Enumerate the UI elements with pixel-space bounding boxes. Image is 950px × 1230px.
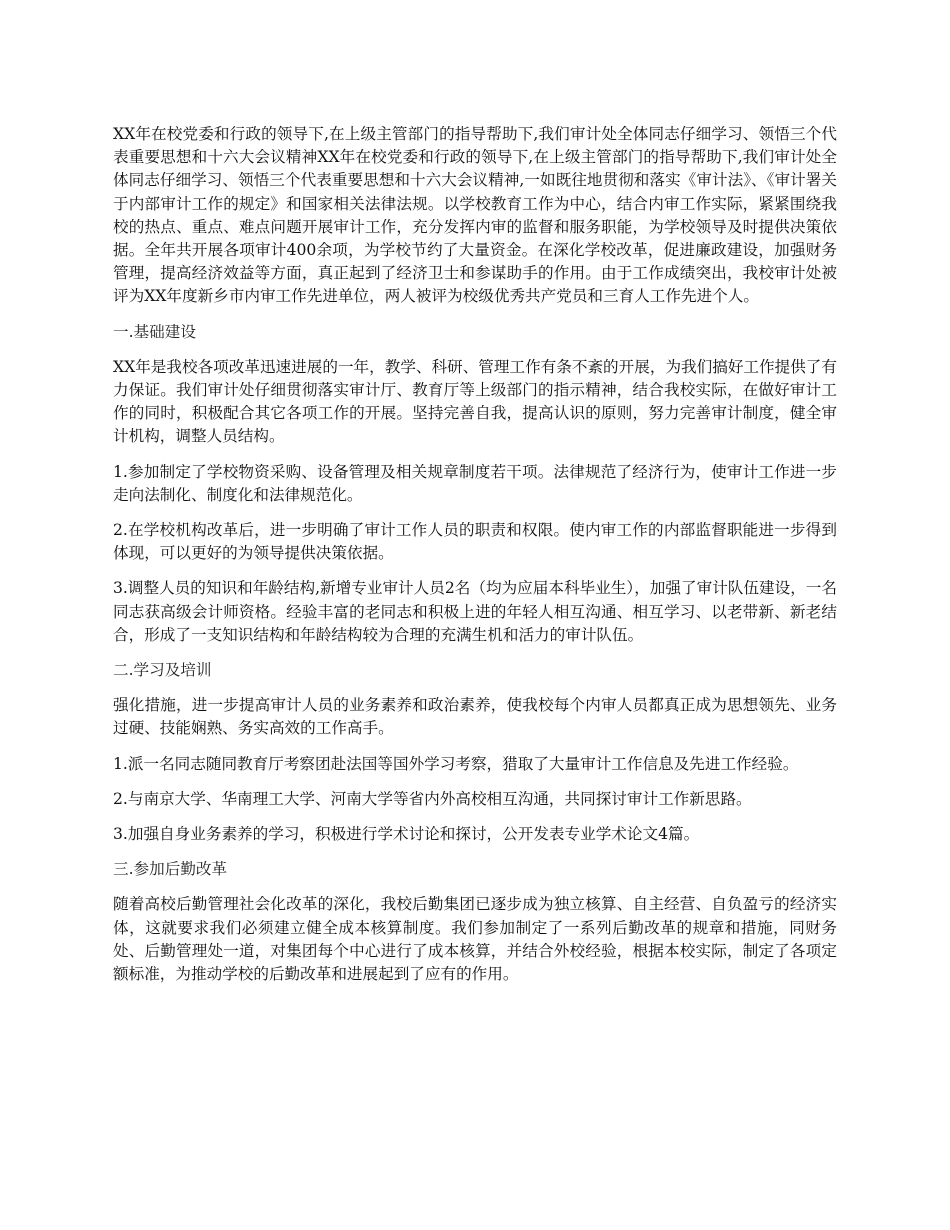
section-2-intro-paragraph: 强化措施，进一步提高审计人员的业务素养和政治素养，使我校每个内审人员都真正成为思想领先、业务过硬、技能娴熟、务实高效的工作高手。 — [113, 696, 837, 738]
document-body — [113, 123, 837, 998]
section-heading-infrastructure: 一.基础建设 — [113, 322, 196, 341]
section-1-item-1: 1.参加制定了学校物资采购、设备管理及相关规章制度若干项。法律规范了经济行为，使审计工作进一步走向法制化、制度化和法律规范化。 — [113, 462, 837, 504]
section-heading-training: 二.学习及培训 — [113, 661, 212, 680]
section-3-paragraph: 随着高校后勤管理社会化改革的深化，我校后勤集团已逐步成为独立核算、自主经营、自负盈亏的经济实体，这就要求我们必须建立健全成本核算制度。我们参加制定了一系列后勤改革的规章和措施，同财务处、后勤管理处一道，对集团每个中心进行了成本核算，并结合外校经验，根据本校实际，制定了各项定额标准，为推动学校的后勤改革和进展起到了应有的作用。 — [113, 895, 837, 984]
section-2-item-2: 2.与南京大学、华南理工大学、河南大学等省内外高校相互沟通，共同探讨审计工作新思路。 — [113, 789, 752, 808]
section-1-intro-paragraph: XX年是我校各项改革迅速进展的一年，教学、科研、管理工作有条不紊的开展，为我们搞好工作提供了有力保证。我们审计处仔细贯彻落实审计厅、教育厅等上级部门的指示精神，结合我校实际，在做好审计工作的同时，积极配合其它各项工作的开展。坚持完善自我，提高认识的原则，努力完善审计制度，健全审计机构，调整人员结构。 — [113, 357, 837, 446]
section-1-item-3: 3.调整人员的知识和年龄结构,新增专业审计人员2名（均为应届本科毕业生），加强了审计队伍建设，一名同志获高级会计师资格。经验丰富的老同志和积极上进的年轻人相互沟通、相互学习、以老带新、新老结合，形成了一支知识结构和年龄结构较为合理的充满生机和活力的审计队伍。 — [113, 579, 837, 644]
section-1-item-2: 2.在学校机构改革后，进一步明确了审计工作人员的职责和权限。使内审工作的内部监督职能进一步得到体现，可以更好的为领导提供决策依据。 — [113, 521, 837, 563]
section-2-item-3: 3.加强自身业务素养的学习，积极进行学术讨论和探讨，公开发表专业学术论文4篇。 — [113, 825, 700, 844]
section-heading-logistics-reform: 三.参加后勤改革 — [113, 860, 228, 879]
intro-paragraph: XX年在校党委和行政的领导下,在上级主管部门的指导帮助下,我们审计处全体同志仔细学习、领悟三个代表重要思想和十六大会议精神XX年在校党委和行政的领导下,在上级主管部门的指导帮助下,我们审计处全体同志仔细学习、领悟三个代表重要思想和十六大会议精神,一如既往地贯彻和落实《审计法》、《审计署关于内部审计工作的规定》和国家相关法律法规。以学校教育工作为中心，结合内审工作实际，紧紧围绕我校的热点、重点、难点问题开展审计工作，充分发挥内审的监督和服务职能，为学校领导及时提供决策依据。全年共开展各项审计400余项，为学校节约了大量资金。在深化学校改革，促进廉政建设，加强财务管理，提高经济效益等方面，真正起到了经济卫士和参谋助手的作用。由于工作成绩突出，我校审计处被评为XX年度新乡市内审工作先进单位，两人被评为校级优秀共产党员和三育人工作先进个人。 — [113, 125, 837, 306]
section-2-item-1: 1.派一名同志随同教育厅考察团赴法国等国外学习考察，猎取了大量审计工作信息及先进工作经验。 — [113, 754, 799, 773]
